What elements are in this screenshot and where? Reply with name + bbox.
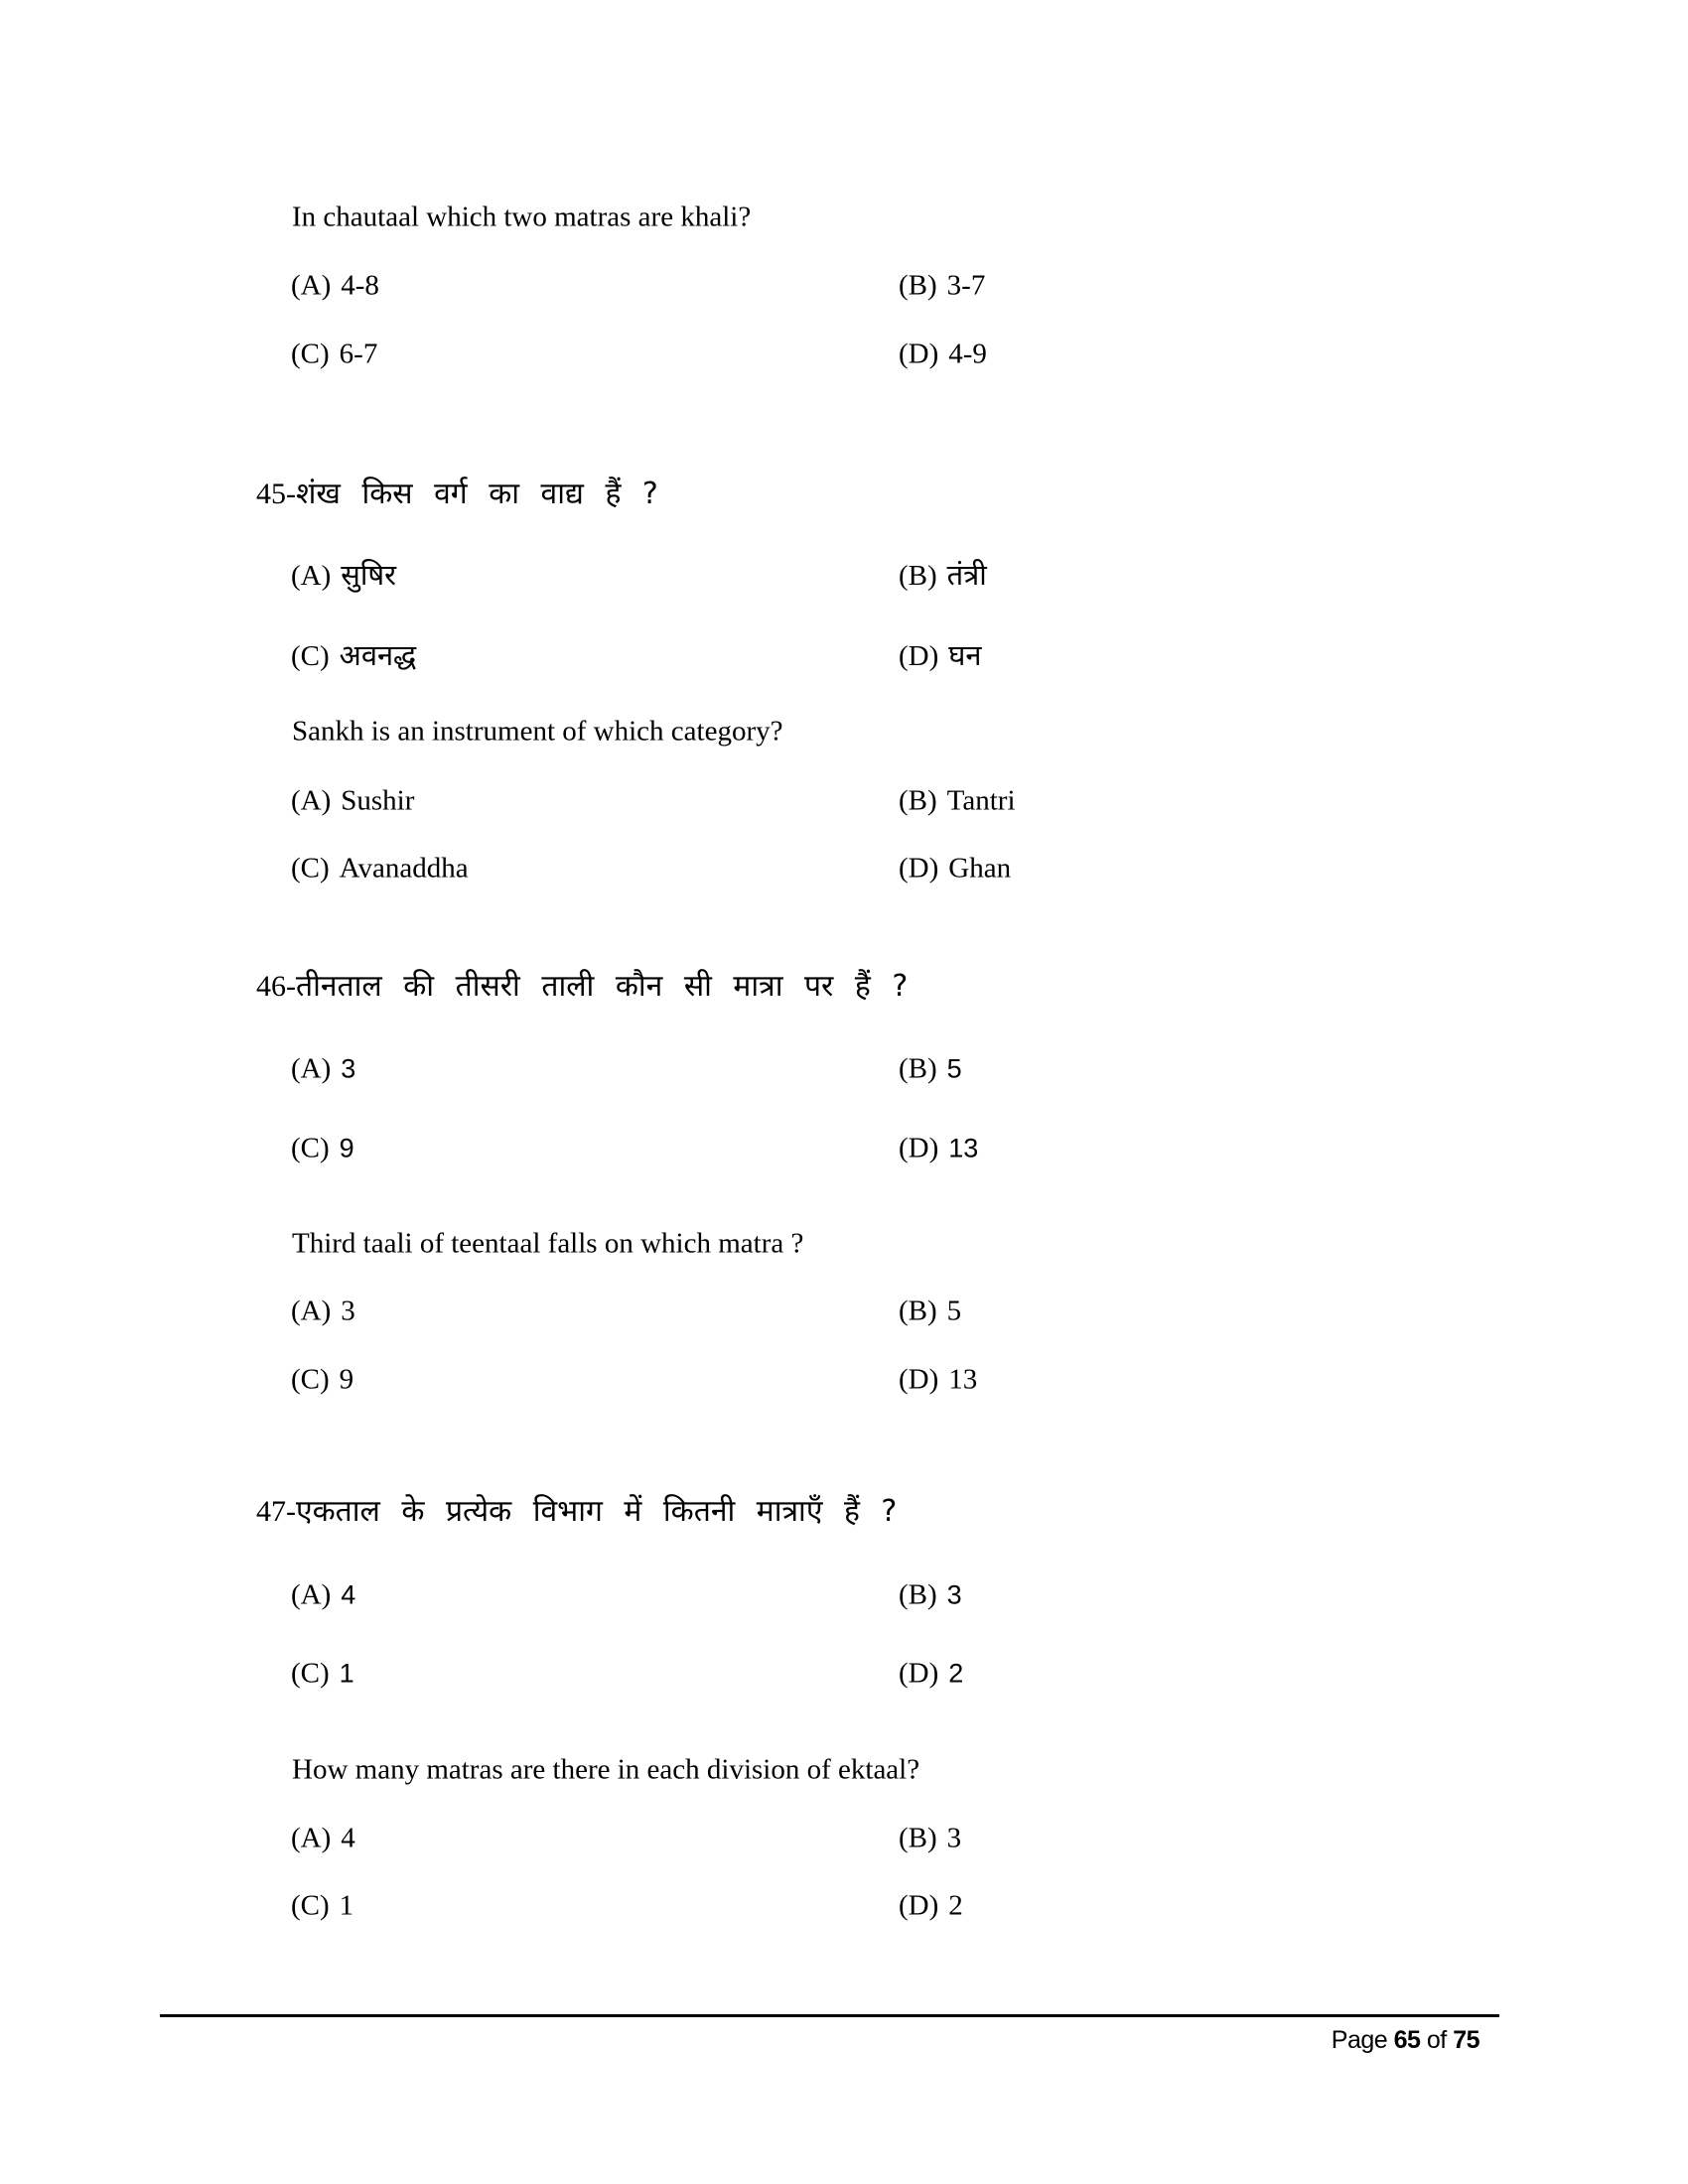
question-47-english-text: How many matras are there in each division of ektaal? <box>292 1753 920 1786</box>
option-value: तंत्री <box>946 558 987 592</box>
option-label: (B) <box>899 784 937 817</box>
q46-hi-option-c <box>291 1132 354 1164</box>
option-value: 13 <box>948 1363 978 1396</box>
q45-hi-option-d <box>899 638 982 672</box>
question-47-hindi <box>256 1494 898 1529</box>
option-label: (D) <box>899 1363 939 1396</box>
option-value: 5 <box>946 1295 962 1327</box>
q46-hi-option-a <box>291 1052 356 1085</box>
q47-hi-option-b <box>899 1578 962 1611</box>
question-46-english-text: Third taali of teentaal falls on which matra ? <box>292 1227 804 1260</box>
option-value: 1 <box>339 1889 354 1922</box>
option-label: (C) <box>291 1889 330 1922</box>
page-total: 75 <box>1453 2026 1479 2054</box>
question-number: 46- <box>256 970 296 1003</box>
question-45-hindi-text: शंख किस वर्ग का वाद्य हैं ? <box>296 477 658 511</box>
q47-en-option-c <box>291 1889 354 1922</box>
option-value: Avanaddha <box>339 852 469 885</box>
page-prefix: Page <box>1331 2026 1388 2054</box>
option-value: 4-8 <box>341 269 379 302</box>
option-value: 4 <box>341 1579 356 1610</box>
option-value: 5 <box>946 1053 962 1084</box>
question-44-english-text: In chautaal which two matras are khali? <box>292 201 752 233</box>
option-label: (C) <box>291 1657 330 1690</box>
option-label: (C) <box>291 1363 330 1396</box>
option-label: (A) <box>291 1052 332 1085</box>
option-value: 3 <box>946 1579 962 1610</box>
option-label: (A) <box>291 269 332 302</box>
option-value: Sushir <box>341 784 415 817</box>
q45-en-option-c <box>291 852 469 885</box>
question-45-hindi <box>256 479 658 509</box>
option-label: (B) <box>899 269 937 302</box>
q46-en-option-a <box>291 1297 355 1326</box>
option-value: घन <box>948 638 982 672</box>
q47-en-option-b <box>899 1822 962 1854</box>
q45-en-option-a <box>291 784 415 817</box>
q46-hi-option-d <box>899 1132 979 1164</box>
option-label: (D) <box>899 1889 939 1922</box>
q46-en-option-b <box>899 1297 961 1326</box>
question-46-hindi-text: तीनताल की तीसरी ताली कौन सी मात्रा पर हैं ? <box>296 969 909 1004</box>
option-value: अवनद्ध <box>339 638 417 672</box>
option-label: (D) <box>899 852 939 885</box>
option-value: 2 <box>948 1889 963 1922</box>
option-label: (D) <box>899 1132 939 1164</box>
option-value: 1 <box>339 1658 354 1689</box>
question-45-english-text: Sankh is an instrument of which category? <box>292 715 783 748</box>
option-value: 9 <box>339 1133 354 1163</box>
option-label: (B) <box>899 1578 937 1611</box>
option-value: 6-7 <box>339 338 378 370</box>
option-label: (D) <box>899 1657 939 1690</box>
option-label: (D) <box>899 338 939 370</box>
question-number: 47- <box>256 1495 296 1528</box>
option-value: 4 <box>341 1822 355 1854</box>
option-value: 13 <box>948 1133 979 1163</box>
option-value: 3-7 <box>946 269 986 302</box>
page-current: 65 <box>1393 2026 1421 2054</box>
option-value: 3 <box>341 1053 356 1084</box>
q45-hi-option-c <box>291 638 417 672</box>
option-value: Tantri <box>946 784 1016 817</box>
q45-hi-option-b <box>899 558 987 592</box>
option-label: (A) <box>291 1578 332 1611</box>
q47-en-option-d <box>899 1889 963 1922</box>
option-value: 9 <box>339 1363 354 1396</box>
q46-en-option-c <box>291 1363 354 1396</box>
q45-en-option-b <box>899 784 1016 817</box>
option-value: सुषिर <box>341 558 397 592</box>
q44-en-option-c <box>291 338 378 370</box>
q44-en-option-b <box>899 269 986 302</box>
option-label: (B) <box>899 560 937 592</box>
option-label: (C) <box>291 1132 330 1164</box>
question-47-hindi-text: एकताल के प्रत्येक विभाग में कितनी मात्राएँ हैं ? <box>296 1494 898 1529</box>
option-value: 3 <box>946 1822 962 1854</box>
q46-en-option-d <box>899 1363 978 1396</box>
option-label: (B) <box>899 1295 937 1327</box>
option-value: 3 <box>341 1295 355 1327</box>
option-value: 4-9 <box>948 338 987 370</box>
question-number: 45- <box>256 478 296 510</box>
q45-hi-option-a <box>291 558 397 592</box>
footer-divider <box>160 2014 1499 2017</box>
question-46-hindi <box>256 969 909 1004</box>
q44-en-option-d <box>899 338 987 370</box>
option-label: (A) <box>291 784 332 817</box>
q47-hi-option-d <box>899 1657 964 1690</box>
q47-hi-option-a <box>291 1578 356 1611</box>
option-value: 2 <box>948 1658 964 1689</box>
option-label: (C) <box>291 852 330 885</box>
option-label: (C) <box>291 640 330 672</box>
option-label: (A) <box>291 560 332 592</box>
q47-en-option-a <box>291 1822 355 1854</box>
option-value: Ghan <box>948 852 1012 885</box>
option-label: (B) <box>899 1052 937 1085</box>
q44-en-option-a <box>291 269 379 302</box>
option-label: (C) <box>291 338 330 370</box>
q45-en-option-d <box>899 852 1012 885</box>
page-number <box>1332 2026 1479 2055</box>
option-label: (A) <box>291 1295 332 1327</box>
q46-hi-option-b <box>899 1052 962 1085</box>
option-label: (A) <box>291 1822 332 1854</box>
option-label: (D) <box>899 640 939 672</box>
option-label: (B) <box>899 1822 937 1854</box>
page-of: of <box>1426 2026 1447 2054</box>
q47-hi-option-c <box>291 1657 354 1690</box>
